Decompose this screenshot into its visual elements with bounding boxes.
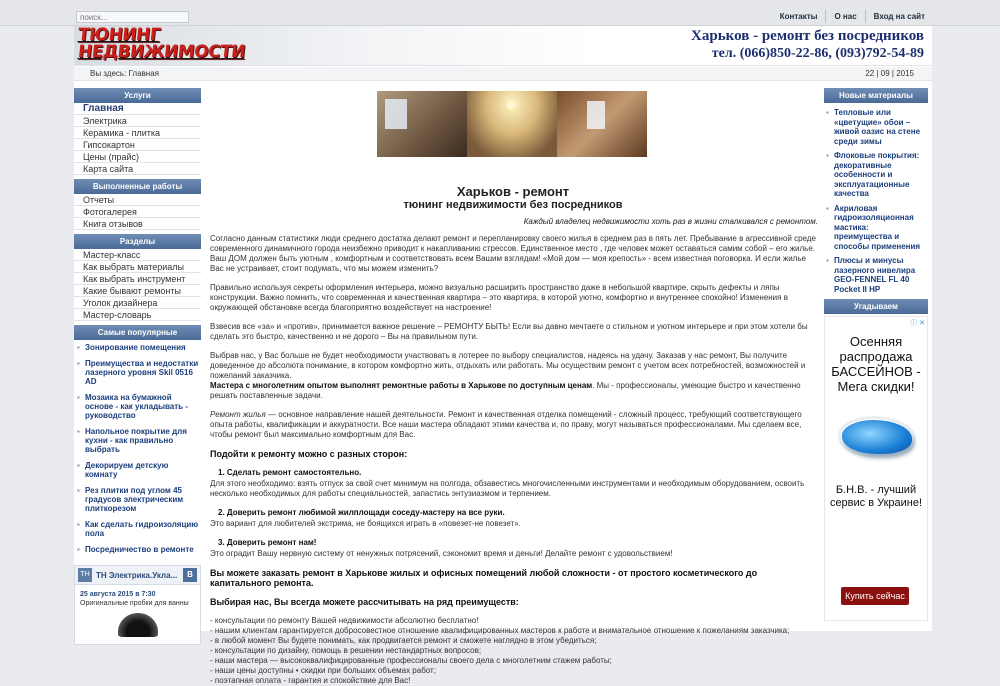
top-nav: [772, 10, 933, 23]
intro-quote: Каждый владелец недвижимости хоть раз в жизни сталкивался с ремонтом.: [523, 217, 818, 226]
benefit-item: - консультации по дизайну, помощь в решении нестандартных вопросов;: [210, 646, 482, 655]
new-material-item[interactable]: ▪ Акриловая гидроизоляционная мастика: преимущества и способы применения: [824, 204, 928, 252]
menu-item-dictionary[interactable]: Мастер-словарь: [74, 309, 201, 321]
sections-heading: Разделы: [74, 234, 201, 249]
new-material-item[interactable]: ▪ Флоковые покрытия: декоративные особенности и эксплуатационные качества: [824, 151, 928, 199]
new-material-item[interactable]: ▪ Тепловые или «цветущие» обои – живой оазис на стене среди зимы: [824, 108, 928, 146]
left-sidebar: [74, 88, 201, 645]
popular-item[interactable]: ▪ Мозаика на бумажной основе - как укладывать - руководство: [74, 393, 201, 420]
menu-item-home[interactable]: Главная: [74, 103, 201, 115]
benefit-item: - наши цены доступны • скидки при больших объемах работ;: [210, 666, 436, 675]
section-heading: Вы можете заказать ремонт в Харькове жилых и офисных помещений любой сложности - от простого косметического до капитального ремонта.: [210, 568, 758, 588]
page: [74, 25, 932, 685]
works-menu: [74, 194, 201, 230]
menu-item-reviews[interactable]: Книга отзывов: [74, 218, 201, 230]
section-heading: Выбирая нас, Вы всегда можете рассчитывать на ряд преимуществ:: [210, 597, 519, 607]
popular-item[interactable]: ▪ Декорируем детскую комнату: [74, 461, 201, 479]
site-header: [74, 26, 932, 66]
benefit-item: - поэтапная оплата - гарантия и спокойствие для Вас!: [210, 676, 411, 685]
vk-post-image[interactable]: [118, 613, 158, 637]
services-heading: Услуги: [74, 88, 201, 103]
top-bar: [0, 0, 1000, 26]
services-menu: [74, 103, 201, 175]
popular-item[interactable]: ▪ Рез плитки под углом 45 градусов электрическим плиткорезом: [74, 486, 201, 513]
site-logo[interactable]: [77, 25, 246, 65]
benefit-item: - нашим клиентам гарантируется добросовестное отношение квалифицированных мастеров к работе и внимательное отношение к пожеланиям заказчика;: [210, 626, 790, 635]
popular-item[interactable]: ▪ Зонирование помещения: [74, 343, 201, 352]
page-title: Харьков - ремонт: [456, 184, 570, 199]
right-sidebar: [824, 88, 928, 621]
menu-item-designer[interactable]: Уголок дизайнера: [74, 297, 201, 309]
paragraph-italic: Ремонт жилья: [210, 410, 266, 419]
paragraph: Ремонт жилья — основное направление нашей деятельности. Ремонт и качественная отделка помещений - сложный процесс, требующий соответствующего опыта работы, квалификации и аккуратности. Все наши мастера обладают этими качества и, по праву, могут называться профессионалами. Мы сделаем все, чтобы ремонт был максимально комфортным для Вас.: [210, 410, 802, 439]
step-2-text: Это вариант для любителей экстрима, не боящихся играть в «повезет-не повезет».: [210, 519, 521, 528]
vk-avatar[interactable]: ТН: [78, 568, 92, 582]
breadcrumb-bar: [74, 67, 932, 81]
step-1-heading: 1. Сделать ремонт самостоятельно.: [218, 468, 362, 477]
step-2-heading: 2. Доверить ремонт любимой жилплощади соседу-мастеру на все руки.: [218, 508, 505, 517]
page-subtitle: тюнинг недвижимости без посредников: [403, 199, 623, 211]
nav-login[interactable]: Вход на сайт: [865, 10, 933, 23]
menu-item-electrics[interactable]: Электрика: [74, 115, 201, 127]
new-materials-heading: Новые материалы: [824, 88, 928, 103]
vk-widget-header: [75, 566, 200, 585]
step-3-heading: 3. Доверить ремонт нам!: [218, 538, 317, 547]
step-3-text: Это оградит Вашу нервную систему от ненужных потрясений, сэкономит время и деньги! Делайте ремонт с удовольствием!: [210, 549, 673, 558]
breadcrumb: Вы здесь: Главная: [90, 69, 159, 78]
menu-item-gallery[interactable]: Фотогалерея: [74, 206, 201, 218]
paragraph: Взвесив все «за» и «против», принимается важное решение – РЕМОНТУ БЫТЬ! Если вы давно мечтаете о стильном и уютном интерьере и при этом хотели бы сделать это быстро, качественно и не дорого – Вы на правильном пути.: [210, 322, 808, 341]
popular-item[interactable]: ▪ Напольное покрытие для кухни - как правильно выбрать: [74, 427, 201, 454]
header-phone: тел. (066)850-22-86, (093)792-54-89: [711, 46, 924, 61]
sections-menu: [74, 249, 201, 321]
search-input[interactable]: [76, 11, 189, 23]
popular-list: [74, 340, 201, 563]
benefit-item: - наши мастера — высококвалифицированные профессионалы своего дела с многолетним стажем работы;: [210, 656, 612, 665]
menu-item-prices[interactable]: Цены (прайс): [74, 151, 201, 163]
new-material-item[interactable]: ▪ Плюсы и минусы лазерного нивелира GEO-FENNEL FL 40 Pocket II HP: [824, 256, 928, 294]
logo-line1: ТЮНИНГ: [77, 25, 162, 45]
new-materials-list: [824, 103, 928, 294]
main-content: [206, 86, 820, 685]
vk-post-text: Оригинальные пробки для ванны: [80, 600, 189, 607]
step-1-text: Для этого необходимо: взять отпуск за свой счет минимум на полгода, обзавестись многочисленными инструментами и необходимым оборудованием, освоить несколько необходимых для работы специальностей, запастись энтузиазмом и терпением.: [210, 479, 805, 498]
menu-item-sitemap[interactable]: Карта сайта: [74, 163, 201, 175]
popular-heading: Самые популярные: [74, 325, 201, 340]
menu-item-drywall[interactable]: Гипсокартон: [74, 139, 201, 151]
ad-title[interactable]: Осенняя распродажа БАССЕЙНОВ - Мега скидки!: [831, 334, 921, 394]
paragraph-bold: Мастера с многолетним опытом выполнят ремонтные работы в Харькове по доступным ценам: [210, 381, 593, 390]
ad-choices-icon[interactable]: ⓘ ✕: [910, 320, 925, 327]
menu-item-repair-types[interactable]: Какие бывают ремонты: [74, 285, 201, 297]
hero-image: [377, 91, 647, 157]
section-heading: Подойти к ремонту можно с разных сторон:: [210, 449, 408, 459]
article-body: [210, 234, 816, 686]
header-title: Харьков - ремонт без посредников: [691, 28, 924, 44]
menu-item-ceramics[interactable]: Керамика - плитка: [74, 127, 201, 139]
ad-text[interactable]: Б.Н.В. - лучший сервис в Украине!: [829, 484, 923, 509]
pool-image[interactable]: [836, 414, 916, 464]
ad-banner[interactable]: [824, 316, 928, 621]
vk-widget: [74, 565, 201, 645]
menu-item-masterclass[interactable]: Мастер-класс: [74, 249, 201, 261]
menu-item-tools[interactable]: Как выбрать инструмент: [74, 273, 201, 285]
nav-contacts[interactable]: Контакты: [779, 12, 818, 21]
guess-heading: Угадываем: [824, 299, 928, 314]
vk-logo-icon[interactable]: В: [183, 568, 197, 582]
buy-now-button[interactable]: Купить сейчас: [841, 587, 909, 605]
popular-item[interactable]: ▪ Посредничество в ремонте: [74, 545, 201, 554]
works-heading: Выполненные работы: [74, 179, 201, 194]
paragraph: Согласно данным статистики люди среднего достатка делают ремонт и перепланировку своего жилья в среднем раз в пять лет. Пребывание в агрессивной среде современного динамичного города неизбежно приводит к накапливанию стрессов. Единственное место , где человек может оставаться самим собой – его жилье. Ваш ДОМ должен быть уютным , комфортным и соответствовать всем Вашим взглядам! «Мой дом — моя крепость» - всем известная поговорка. И если жилье Вас не устраивает, стоит подумать, что мы можем изменить?: [210, 234, 816, 273]
benefit-item: - консультации по ремонту Вашей недвижимости абсолютно бесплатно!: [210, 616, 479, 625]
vk-post-date[interactable]: 25 августа 2015 в 7:30: [80, 591, 156, 598]
logo-line2: НЕДВИЖИМОСТИ: [77, 42, 246, 62]
menu-item-materials[interactable]: Как выбрать материалы: [74, 261, 201, 273]
vk-group-title[interactable]: ТН Электрика.Укла...: [96, 570, 178, 580]
popular-item[interactable]: ▪ Преимущества и недостатки лазерного уровня Skil 0516 AD: [74, 359, 201, 386]
paragraph: Выбрав нас, у Вас больше не будет необходимости участвовать в лотерее по выбору специалистов, надеясь на удачу. Заказав у нас ремонт, Вы получите доведенное до абсолюта понимание, в котором комфортно жить, отдыхать или работать. Мы осуществим ремонт с учетом всех потребностей, возможностей и пожеланий заказчика. Мастера с многолетним опытом выполнят ремонтные работы в Харькове по доступным ценам. Мы - профессионалы, умеющие быстро и качественно решать поставленные задачи.: [210, 351, 806, 400]
popular-item[interactable]: ▪ Как сделать гидроизоляцию пола: [74, 520, 201, 538]
paragraph: Правильно используя секреты оформления интерьера, можно визуально расширить пространство даже в небольшой квартире, скрыть дефекты и ляпы конструкции. Важно помнить, что современная и качественная квартира – это квартира, в которой уютно, комфортно и внутреннее спокойно! Изменения в окружающей обстановке всегда благоприятно воздействует на настроение!: [210, 283, 788, 312]
nav-about[interactable]: О нас: [825, 10, 864, 23]
menu-item-reports[interactable]: Отчеты: [74, 194, 201, 206]
benefit-item: - в любой момент Вы будете понимать, как продвигается ремонт и сможете наглядно в этом убедиться;: [210, 636, 597, 645]
current-date: 22 | 09 | 2015: [865, 69, 914, 78]
